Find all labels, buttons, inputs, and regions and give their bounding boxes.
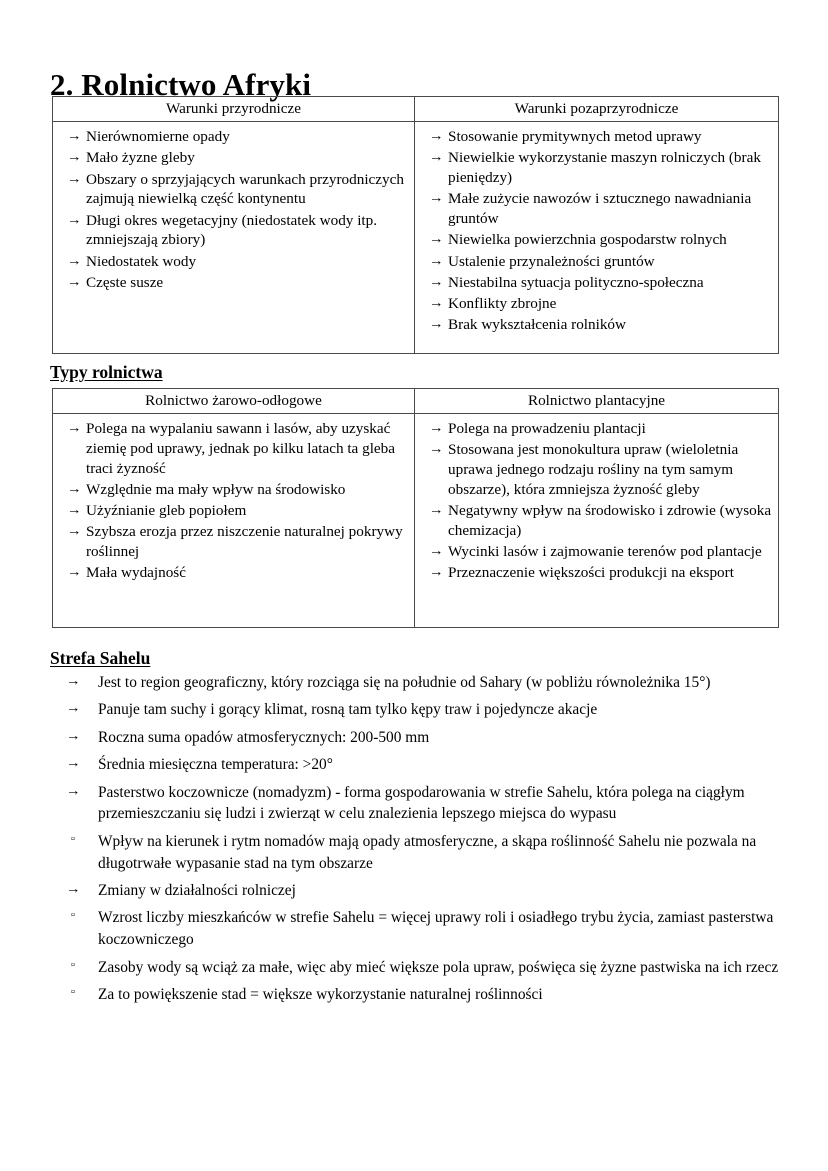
arrow-icon: → <box>429 190 444 207</box>
list-item: → Małe zużycie nawozów i sztucznego nawadniania gruntów <box>421 189 772 229</box>
square-bullet-icon: ▫ <box>71 958 75 971</box>
square-bullet-icon: ▫ <box>71 832 75 845</box>
table-row <box>53 414 779 628</box>
list-item: → Użyźnianie gleb popiołem <box>59 501 408 521</box>
list-item: → Wycinki lasów i zajmowanie terenów pod plantacje <box>421 542 772 562</box>
arrow-icon: → <box>429 273 444 290</box>
list-item: → Zmiany w działalności rolniczej <box>66 881 296 899</box>
arrow-icon: → <box>429 149 444 166</box>
list-item: → Względnie ma mały wpływ na środowisko <box>59 480 408 500</box>
list-item: → Ustalenie przynależności gruntów <box>421 252 772 272</box>
list-item: → Nierównomierne opady <box>59 127 408 147</box>
arrow-icon: → <box>429 502 444 518</box>
arrow-icon: → <box>429 316 444 333</box>
list-item: ▫ Wpływ na kierunek i rytm nomadów mają opady atmosferyczne, a skąpa roślinność Sahelu nie pozwala na długotrwałe wypasanie stad na tym obszarze <box>66 831 818 875</box>
arrow-icon: → <box>429 231 444 248</box>
arrow-icon: → <box>429 564 444 581</box>
cell-nonnatural-conditions <box>415 122 779 354</box>
arrow-icon: → <box>67 170 82 187</box>
list-item: ▫ Zasoby wody są wciąż za małe, więc aby mieć większe pola upraw, poświęca się żyzne pastwiska na ich rzecz <box>66 957 818 979</box>
arrow-icon: → <box>67 480 82 497</box>
column-header-plantation: Rolnictwo plantacyjne <box>415 389 779 414</box>
arrow-icon: → <box>67 128 82 144</box>
list-item: → Jest to region geograficzny, który rozciąga się na południe od Sahary (w pobliżu równoleżnika 15°) <box>66 673 711 691</box>
arrow-icon: → <box>67 564 82 581</box>
list-item: → Negatywny wpływ na środowisko i zdrowie (wysoka chemizacja) <box>421 501 772 541</box>
table-row <box>53 122 779 354</box>
section-heading-types: Typy rolnictwa <box>50 362 163 382</box>
list-item: → Przeznaczenie większości produkcji na eksport <box>421 563 772 583</box>
list-item: → Stosowana jest monokultura upraw (wieloletnia uprawa jednego rodzaju rośliny na tym samym obszarze), która zmniejsza żyzność gleby <box>421 440 772 499</box>
list-item: → Mała wydajność <box>59 563 408 583</box>
column-header-natural: Warunki przyrodnicze <box>53 97 415 122</box>
cell-slash-burn-farming <box>53 414 415 628</box>
list-item: ▫ Za to powiększenie stad = większe wykorzystanie naturalnej roślinności <box>66 984 818 1006</box>
arrow-icon: → <box>429 128 444 144</box>
table-header-row <box>53 389 779 414</box>
arrow-icon: → <box>66 755 81 772</box>
arrow-icon: → <box>67 211 82 228</box>
arrow-icon: → <box>429 543 444 559</box>
section-heading-sahel: Strefa Sahelu <box>50 648 151 668</box>
list-item: → Obszary o sprzyjających warunkach przyrodniczych zajmują niewielką część kontynentu <box>59 170 408 210</box>
arrow-icon: → <box>429 441 444 458</box>
arrow-icon: → <box>67 523 82 540</box>
arrow-icon: → <box>429 252 444 269</box>
column-header-nonnatural: Warunki pozaprzyrodnicze <box>415 97 779 122</box>
list-item: → Stosowanie prymitywnych metod uprawy <box>421 127 772 147</box>
arrow-icon: → <box>429 295 444 311</box>
list-item: → Niedostatek wody <box>59 252 408 272</box>
list-item: → Roczna suma opadów atmosferycznych: 200-500 mm <box>66 727 430 746</box>
arrow-icon: → <box>67 273 82 290</box>
cell-natural-conditions <box>53 122 415 354</box>
farming-types-table <box>52 388 779 628</box>
list-item: → Częste susze <box>59 273 408 293</box>
conditions-table <box>52 96 779 354</box>
sahel-list <box>66 672 818 1011</box>
list-item: → Średnia miesięczna temperatura: >20° <box>66 755 333 774</box>
list-item: → Pasterstwo koczownicze (nomadyzm) - forma gospodarowania w strefie Sahelu, która polega na ciągłym przemieszczaniu się ludzi i zwierząt w celu znalezienia lepszego miejsca do wypasu <box>66 782 745 823</box>
list-item: → Niestabilna sytuacja polityczno-społeczna <box>421 273 772 293</box>
list-item: → Mało żyzne gleby <box>59 148 408 168</box>
square-bullet-icon: ▫ <box>71 909 75 922</box>
list-item: → Długi okres wegetacyjny (niedostatek wody itp. zmniejszają zbiory) <box>59 211 408 251</box>
list-item: → Polega na prowadzeniu plantacji <box>421 419 772 439</box>
arrow-icon: → <box>66 782 81 799</box>
arrow-icon: → <box>67 420 82 436</box>
table-header-row <box>53 97 779 122</box>
arrow-icon: → <box>67 502 82 518</box>
arrow-icon: → <box>66 700 81 717</box>
arrow-icon: → <box>429 420 444 436</box>
square-bullet-icon: ▫ <box>71 986 75 998</box>
list-item: → Brak wykształcenia rolników <box>421 315 772 335</box>
column-header-slash-burn: Rolnictwo żarowo-odłogowe <box>53 389 415 414</box>
list-item: → Niewielka powierzchnia gospodarstw rolnych <box>421 230 772 250</box>
page-title: 2. Rolnictwo Afryki <box>50 66 312 102</box>
arrow-icon: → <box>67 252 82 269</box>
list-item: → Konflikty zbrojne <box>421 294 772 314</box>
list-item: → Niewielkie wykorzystanie maszyn rolniczych (brak pieniędzy) <box>421 148 772 188</box>
list-item: → Panuje tam suchy i gorący klimat, rosną tam tylko kępy traw i pojedyncze akacje <box>66 700 598 719</box>
cell-plantation-farming <box>415 414 779 628</box>
arrow-icon: → <box>66 673 81 689</box>
list-item: ▫ Wzrost liczby mieszkańców w strefie Sahelu = więcej uprawy roli i osiadłego trybu życia, zamiast pasterstwa koczowniczego <box>66 907 818 951</box>
arrow-icon: → <box>66 727 81 744</box>
list-item: → Szybsza erozja przez niszczenie naturalnej pokrywy roślinnej <box>59 522 408 562</box>
list-item: → Polega na wypalaniu sawann i lasów, aby uzyskać ziemię pod uprawy, jednak po kilku latach ta gleba traci żyzność <box>59 419 408 478</box>
arrow-icon: → <box>66 881 81 897</box>
arrow-icon: → <box>67 149 82 166</box>
